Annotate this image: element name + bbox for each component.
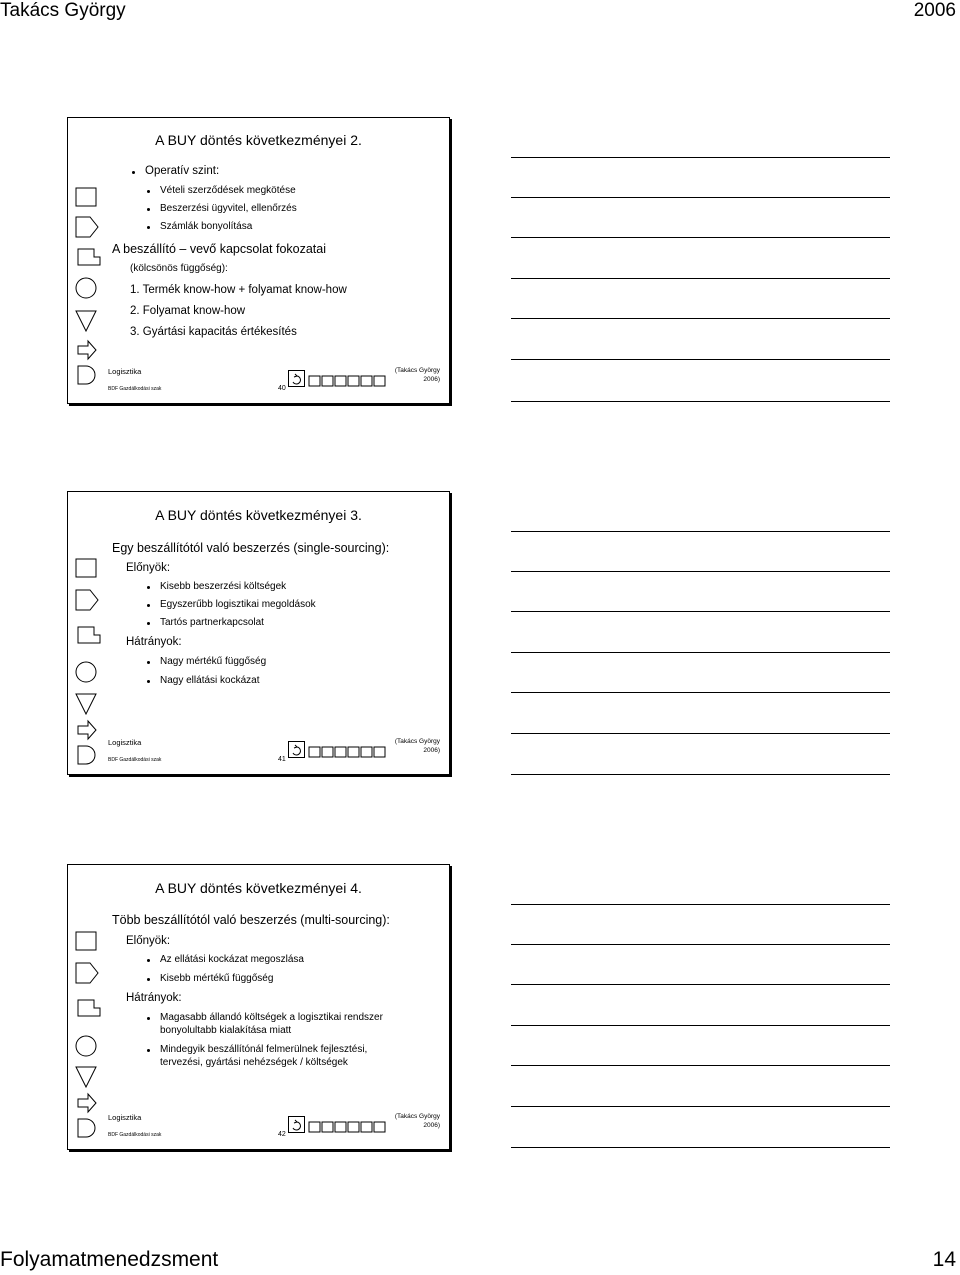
page-number: 14: [932, 1248, 956, 1271]
section-label: Hátrányok:: [126, 636, 182, 648]
section-label: Előnyök:: [126, 935, 171, 947]
footer-program: BDF Gazdálkodási szak: [108, 1132, 162, 1138]
footer-author: (Takács György 2006): [394, 738, 440, 754]
slide-title: A BUY döntés következményei 3.: [155, 507, 362, 523]
numbered-item: 3. Gyártási kapacitás értékesítés: [130, 326, 297, 338]
navigation-icons: [288, 370, 393, 388]
list-item: Kisebb mértékű függőség: [160, 973, 274, 984]
list-item: Vételi szerződések megkötése: [160, 185, 296, 196]
footer-course: Logisztika: [108, 367, 142, 376]
text-line: A beszállító – vevő kapcsolat fokozatai: [112, 242, 327, 256]
slide-number: 40: [278, 385, 286, 392]
list-item: Az ellátási kockázat megoszlása: [160, 954, 304, 965]
list-item: Mindegyik beszállítónál felmerülnek fejlesztési,: [160, 1044, 368, 1055]
list-item-continuation: tervezési, gyártási nehézségek / költségek: [160, 1057, 348, 1068]
list-item: Nagy mértékű függőség: [160, 656, 267, 667]
slide-40: [67, 117, 450, 404]
section-label: Előnyök:: [126, 562, 171, 574]
footer-course: Logisztika: [108, 1113, 142, 1122]
slide-title: A BUY döntés következményei 4.: [155, 880, 362, 896]
numbered-item: 2. Folyamat know-how: [130, 305, 246, 317]
navigation-icons: [288, 741, 393, 759]
page-header-author: Takács György: [0, 0, 126, 21]
slide-footer: [68, 732, 449, 774]
page-footer-title: Folyamatmenedzsment: [0, 1248, 219, 1271]
list-item: Tartós partnerkapcsolat: [160, 617, 264, 628]
slide-title: A BUY döntés következményei 2.: [155, 132, 362, 148]
slide-footer: [68, 1107, 449, 1149]
slide-number: 42: [278, 1131, 286, 1138]
text-line: (kölcsönös függőség):: [130, 263, 228, 274]
list-item: Beszerzési ügyvitel, ellenőrzés: [160, 203, 297, 214]
list-item-continuation: bonyolultabb kialakítása miatt: [160, 1025, 292, 1036]
footer-program: BDF Gazdálkodási szak: [108, 386, 162, 392]
navigation-icons: [288, 1116, 393, 1134]
list-item: Magasabb állandó költségek a logisztikai rendszer: [160, 1012, 383, 1023]
list-item: Számlák bonyolítása: [160, 221, 253, 232]
footer-program: BDF Gazdálkodási szak: [108, 757, 162, 763]
slide-footer: [68, 361, 449, 403]
text-line: Több beszállítótól való beszerzés (multi-sourcing):: [112, 913, 390, 927]
list-item: Egyszerűbb logisztikai megoldások: [160, 599, 316, 610]
text-line: Egy beszállítótól való beszerzés (single-sourcing):: [112, 541, 390, 555]
page-header-year: 2006: [913, 0, 956, 21]
footer-author: (Takács György 2006): [394, 367, 440, 383]
list-item: Kisebb beszerzési költségek: [160, 581, 287, 592]
list-item: Operatív szint:: [145, 165, 220, 177]
slide-number: 41: [278, 756, 286, 763]
numbered-item: 1. Termék know-how + folyamat know-how: [130, 284, 347, 296]
footer-course: Logisztika: [108, 738, 142, 747]
slide-42: [67, 864, 450, 1150]
list-item: Nagy ellátási kockázat: [160, 675, 260, 686]
section-label: Hátrányok:: [126, 992, 182, 1004]
footer-author: (Takács György 2006): [394, 1113, 440, 1129]
slide-41: [67, 491, 450, 775]
